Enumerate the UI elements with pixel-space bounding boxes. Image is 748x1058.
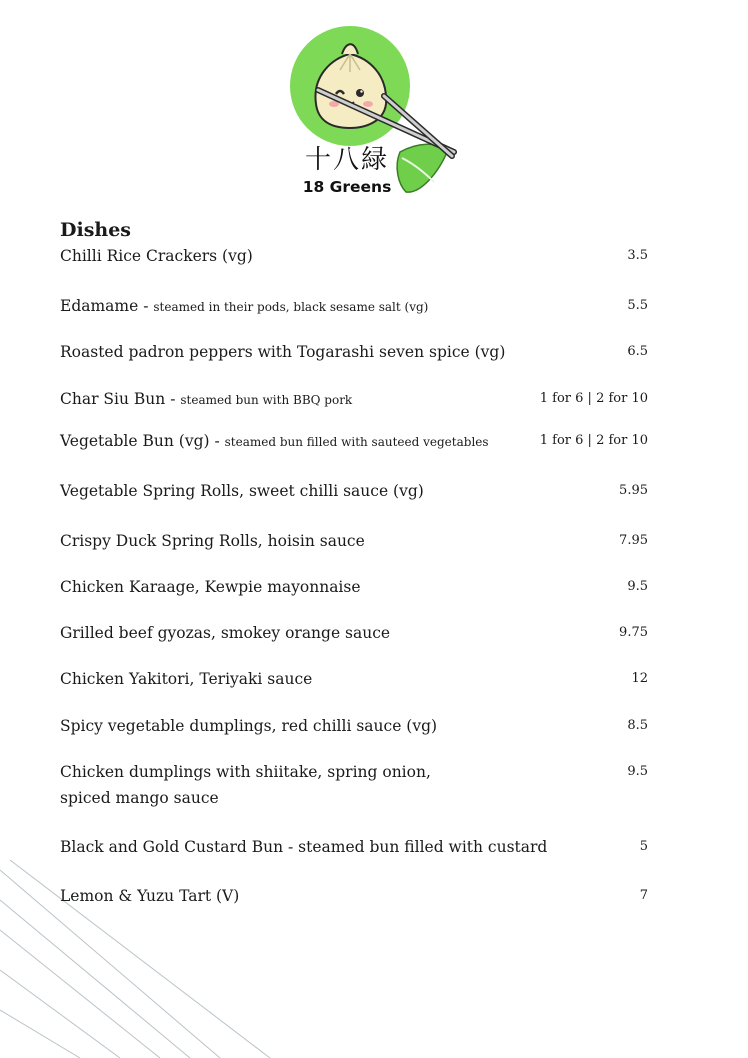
menu-item-price: 5 <box>639 839 648 854</box>
menu-item-separator: - <box>138 297 154 315</box>
menu-item-separator: - <box>209 432 225 450</box>
menu-item <box>60 759 648 811</box>
menu-item <box>60 428 648 454</box>
menu-item-name: Roasted padron peppers with Togarashi seven spice (vg) <box>60 343 506 361</box>
menu-item <box>60 339 648 365</box>
menu-item <box>60 478 648 504</box>
menu-item-name: Chicken Yakitori, Teriyaki sauce <box>60 670 313 688</box>
menu-item-name: Lemon & Yuzu Tart (V) <box>60 887 240 905</box>
menu-item <box>60 574 648 600</box>
logo-cjk-name: 十八緑 <box>304 145 389 175</box>
menu-item-price: 9.75 <box>619 625 648 640</box>
menu-item <box>60 293 648 319</box>
menu-item-name: Black and Gold Custard Bun - steamed bun filled with custard <box>60 838 548 856</box>
menu-item-price: 12 <box>631 671 648 686</box>
menu-item <box>60 834 648 860</box>
menu-item <box>60 528 648 554</box>
menu-item-name: Vegetable Bun (vg) <box>60 432 210 450</box>
menu-item-price: 5.5 <box>627 298 648 313</box>
menu-item-description: steamed bun with BBQ pork <box>180 393 353 407</box>
menu-item <box>60 386 648 412</box>
menu-item-name: Chicken dumplings with shiitake, spring onion, <box>60 763 431 781</box>
menu-item-price: 7 <box>639 888 648 903</box>
menu-item-name: Grilled beef gyozas, smokey orange sauce <box>60 624 391 642</box>
menu-item-name: Chicken Karaage, Kewpie mayonnaise <box>60 578 361 596</box>
menu-item-description: steamed in their pods, black sesame salt (vg) <box>153 300 429 314</box>
menu-item-separator: - <box>165 390 181 408</box>
menu-item <box>60 713 648 739</box>
menu-item-description: steamed bun filled with sauteed vegetables <box>224 435 489 449</box>
logo-brand-name: 18 Greens <box>302 178 392 196</box>
menu-item-price: 7.95 <box>619 533 648 548</box>
menu-item-price: 9.5 <box>627 764 648 779</box>
menu-item-name: Crispy Duck Spring Rolls, hoisin sauce <box>60 532 365 550</box>
menu-item-name: Chilli Rice Crackers (vg) <box>60 247 253 265</box>
menu-item-name: Vegetable Spring Rolls, sweet chilli sauce (vg) <box>60 482 424 500</box>
menu-item-name: Char Siu Bun <box>60 390 166 408</box>
menu-item <box>60 883 648 909</box>
menu-item <box>60 620 648 646</box>
menu-item-name-continued: spiced mango sauce <box>60 789 219 807</box>
menu-item-name: Spicy vegetable dumplings, red chilli sauce (vg) <box>60 717 438 735</box>
section-title: Dishes <box>60 219 131 241</box>
menu-item-name: Edamame <box>60 297 139 315</box>
menu-item <box>60 666 648 692</box>
menu-item-price: 5.95 <box>619 483 648 498</box>
menu-item-price: 8.5 <box>627 718 648 733</box>
menu-item-price: 3.5 <box>627 248 648 263</box>
menu-item-price: 1 for 6 | 2 for 10 <box>539 391 648 406</box>
menu-item-price: 1 for 6 | 2 for 10 <box>539 433 648 448</box>
menu-item-price: 6.5 <box>627 344 648 359</box>
menu-item-price: 9.5 <box>627 579 648 594</box>
menu-item <box>60 243 648 269</box>
